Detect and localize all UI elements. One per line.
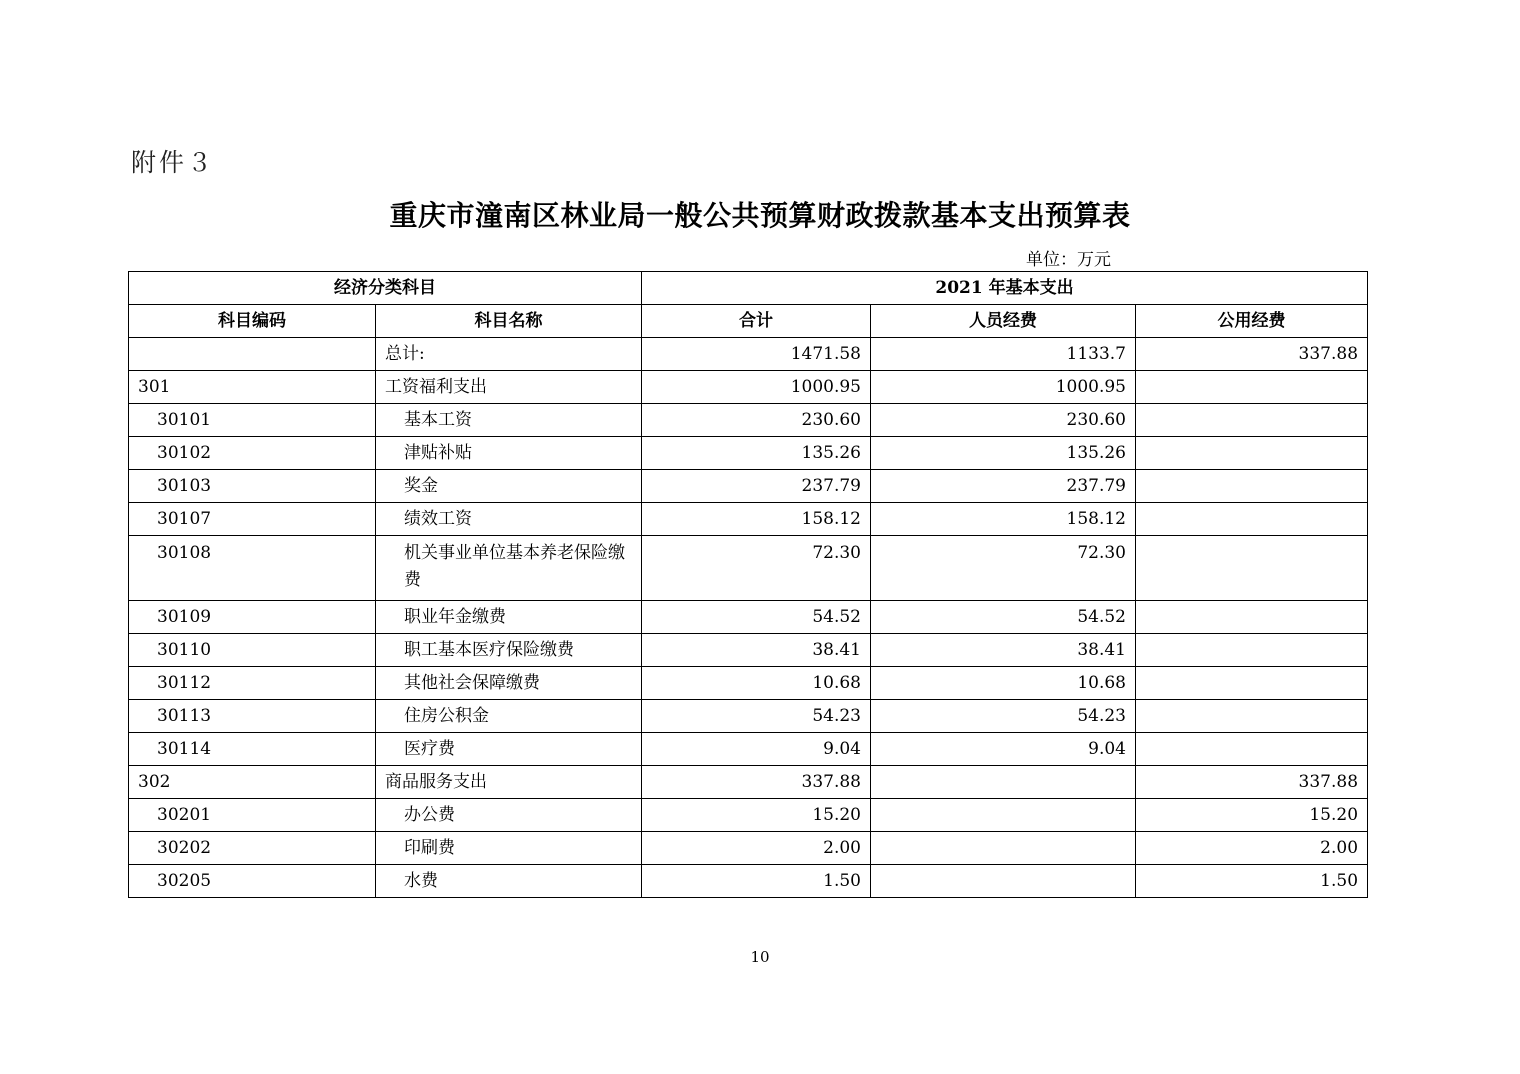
cell-public xyxy=(1136,601,1368,634)
cell-code: 30107 xyxy=(129,503,376,536)
cell-name: 绩效工资 xyxy=(376,503,642,536)
cell-personnel: 10.68 xyxy=(871,667,1136,700)
cell-code: 302 xyxy=(129,766,376,799)
cell-code: 30202 xyxy=(129,832,376,865)
cell-total: 337.88 xyxy=(642,766,871,799)
cell-code: 30201 xyxy=(129,799,376,832)
cell-personnel: 135.26 xyxy=(871,437,1136,470)
cell-public: 337.88 xyxy=(1136,766,1368,799)
budget-table xyxy=(128,271,1368,898)
cell-total: 1.50 xyxy=(642,865,871,898)
group-header-row xyxy=(129,272,1368,305)
cell-public xyxy=(1136,404,1368,437)
cell-public: 1.50 xyxy=(1136,865,1368,898)
column-header-name: 科目名称 xyxy=(376,305,642,338)
table-row xyxy=(129,470,1368,503)
cell-public xyxy=(1136,503,1368,536)
table-row xyxy=(129,799,1368,832)
cell-name: 工资福利支出 xyxy=(376,371,642,404)
cell-personnel: 237.79 xyxy=(871,470,1136,503)
cell-total: 230.60 xyxy=(642,404,871,437)
cell-public xyxy=(1136,437,1368,470)
table-body xyxy=(129,338,1368,898)
cell-code: 30109 xyxy=(129,601,376,634)
cell-personnel xyxy=(871,865,1136,898)
cell-code: 30101 xyxy=(129,404,376,437)
column-header-public: 公用经费 xyxy=(1136,305,1368,338)
cell-total: 158.12 xyxy=(642,503,871,536)
table-row xyxy=(129,503,1368,536)
column-header-personnel: 人员经费 xyxy=(871,305,1136,338)
cell-code: 30108 xyxy=(129,536,376,601)
cell-total: 15.20 xyxy=(642,799,871,832)
cell-personnel: 54.23 xyxy=(871,700,1136,733)
table-row xyxy=(129,536,1368,601)
cell-personnel xyxy=(871,766,1136,799)
table-row xyxy=(129,338,1368,371)
cell-personnel: 230.60 xyxy=(871,404,1136,437)
table-row xyxy=(129,766,1368,799)
cell-public: 2.00 xyxy=(1136,832,1368,865)
cell-name: 商品服务支出 xyxy=(376,766,642,799)
cell-name: 奖金 xyxy=(376,470,642,503)
group-header-basic-expenditure: 2021 年基本支出 xyxy=(642,272,1368,305)
cell-code: 30102 xyxy=(129,437,376,470)
cell-public: 15.20 xyxy=(1136,799,1368,832)
cell-name: 水费 xyxy=(376,865,642,898)
table-row xyxy=(129,865,1368,898)
cell-total: 54.23 xyxy=(642,700,871,733)
table-row xyxy=(129,733,1368,766)
cell-total: 1000.95 xyxy=(642,371,871,404)
cell-total: 38.41 xyxy=(642,634,871,667)
cell-total: 72.30 xyxy=(642,536,871,601)
cell-public xyxy=(1136,536,1368,601)
cell-public: 337.88 xyxy=(1136,338,1368,371)
cell-public xyxy=(1136,470,1368,503)
unit-label: 单位：万元 xyxy=(1026,250,1111,270)
cell-personnel: 1000.95 xyxy=(871,371,1136,404)
cell-personnel: 72.30 xyxy=(871,536,1136,601)
table-row xyxy=(129,634,1368,667)
table-row xyxy=(129,404,1368,437)
cell-public xyxy=(1136,371,1368,404)
table-row xyxy=(129,601,1368,634)
cell-code: 30113 xyxy=(129,700,376,733)
cell-name: 医疗费 xyxy=(376,733,642,766)
cell-public xyxy=(1136,700,1368,733)
table-row xyxy=(129,437,1368,470)
cell-total: 135.26 xyxy=(642,437,871,470)
cell-name: 职工基本医疗保险缴费 xyxy=(376,634,642,667)
cell-total: 1471.58 xyxy=(642,338,871,371)
cell-name: 办公费 xyxy=(376,799,642,832)
cell-code: 301 xyxy=(129,371,376,404)
cell-name: 住房公积金 xyxy=(376,700,642,733)
cell-code: 30114 xyxy=(129,733,376,766)
table-row xyxy=(129,667,1368,700)
cell-total: 9.04 xyxy=(642,733,871,766)
cell-personnel xyxy=(871,799,1136,832)
cell-name: 津贴补贴 xyxy=(376,437,642,470)
page-number: 10 xyxy=(750,948,770,966)
cell-personnel: 54.52 xyxy=(871,601,1136,634)
cell-total: 10.68 xyxy=(642,667,871,700)
column-header-row xyxy=(129,305,1368,338)
cell-personnel: 158.12 xyxy=(871,503,1136,536)
cell-public xyxy=(1136,733,1368,766)
cell-name: 机关事业单位基本养老保险缴费 xyxy=(376,536,642,601)
cell-total: 237.79 xyxy=(642,470,871,503)
column-header-code: 科目编码 xyxy=(129,305,376,338)
cell-personnel: 9.04 xyxy=(871,733,1136,766)
cell-code: 30112 xyxy=(129,667,376,700)
column-header-total: 合计 xyxy=(642,305,871,338)
cell-name: 其他社会保障缴费 xyxy=(376,667,642,700)
cell-code: 30110 xyxy=(129,634,376,667)
cell-name: 职业年金缴费 xyxy=(376,601,642,634)
cell-personnel xyxy=(871,832,1136,865)
cell-personnel: 1133.7 xyxy=(871,338,1136,371)
cell-personnel: 38.41 xyxy=(871,634,1136,667)
cell-total: 54.52 xyxy=(642,601,871,634)
page-title: 重庆市潼南区林业局一般公共预算财政拨款基本支出预算表 xyxy=(389,199,1131,232)
cell-name: 总计: xyxy=(376,338,642,371)
cell-code xyxy=(129,338,376,371)
table-row xyxy=(129,371,1368,404)
table-row xyxy=(129,832,1368,865)
cell-code: 30103 xyxy=(129,470,376,503)
cell-public xyxy=(1136,634,1368,667)
cell-name: 基本工资 xyxy=(376,404,642,437)
group-header-economic-classification: 经济分类科目 xyxy=(129,272,642,305)
table-row xyxy=(129,700,1368,733)
cell-public xyxy=(1136,667,1368,700)
attachment-label: 附件３ xyxy=(131,148,216,177)
cell-total: 2.00 xyxy=(642,832,871,865)
cell-name: 印刷费 xyxy=(376,832,642,865)
cell-code: 30205 xyxy=(129,865,376,898)
